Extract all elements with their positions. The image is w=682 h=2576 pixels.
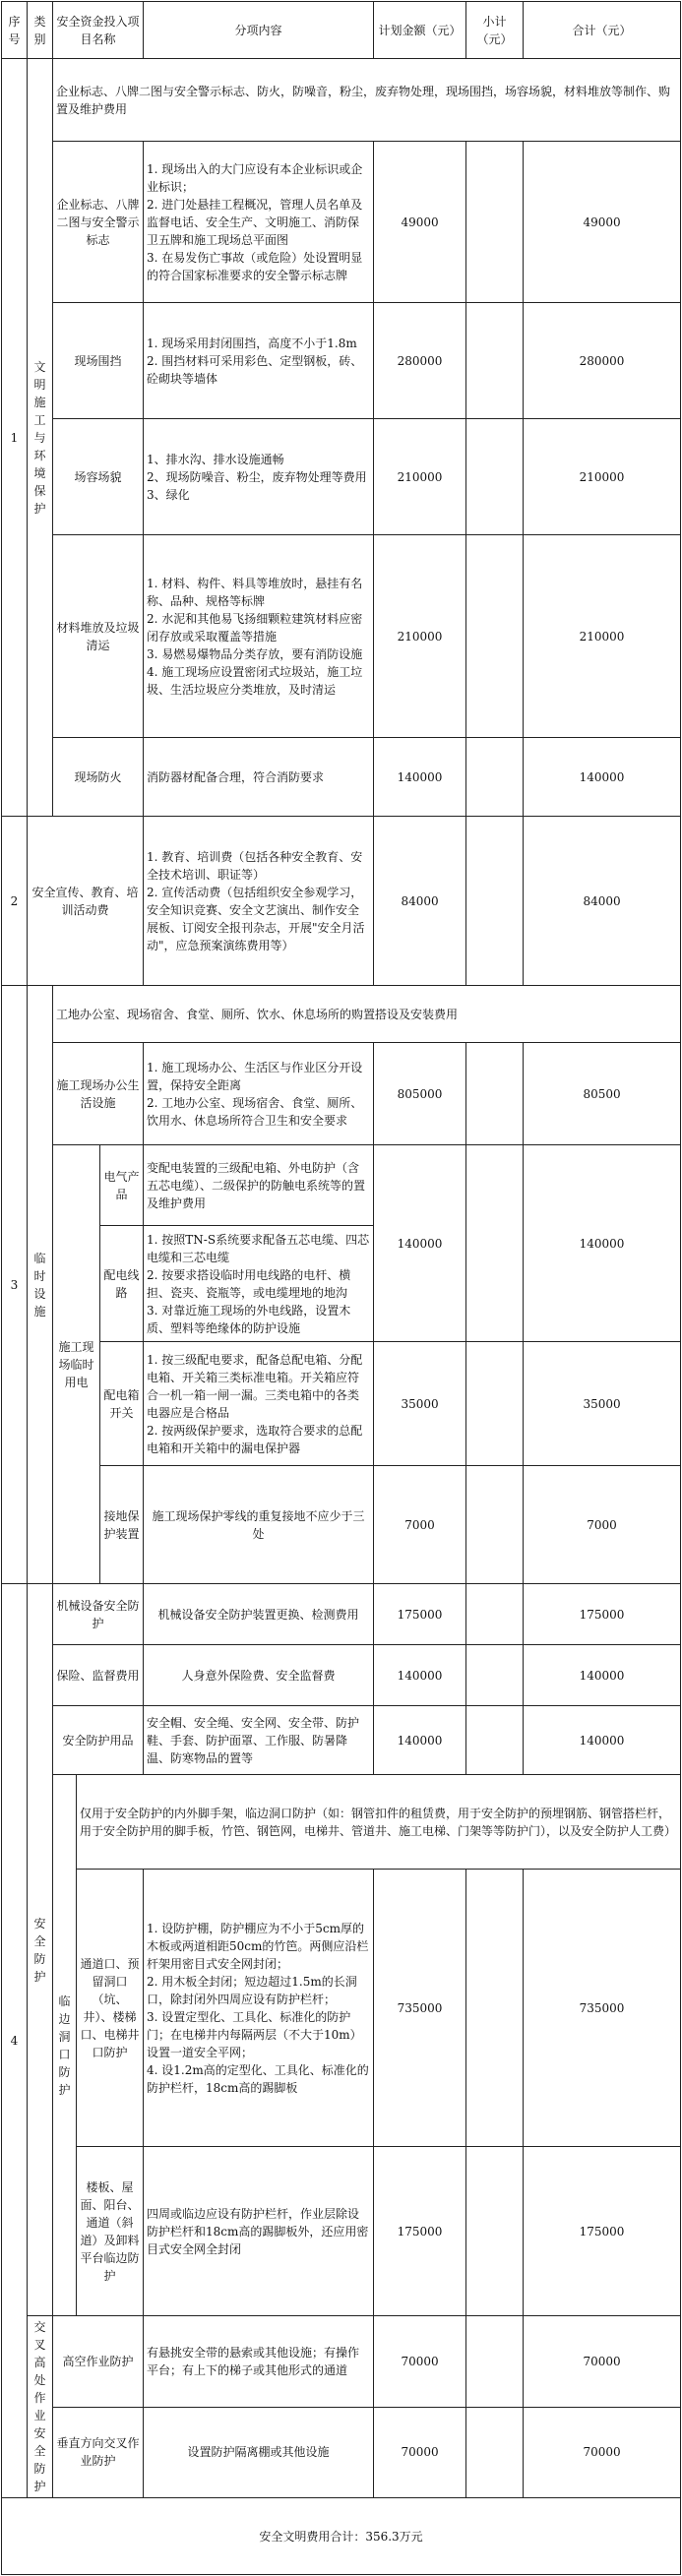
total-amount: 70000	[524, 2316, 681, 2408]
content-line: 变配电装置的三级配电箱、外电防护（含五芯电缆）、二级保护的防触电系统等的置及维护费用	[147, 1160, 366, 1210]
subtotal-amount	[466, 1706, 524, 1775]
plan-amount: 140000	[374, 1706, 466, 1775]
item-name: 场容场貌	[53, 419, 144, 535]
total-amount: 35000	[524, 1342, 681, 1466]
plan-amount: 140000	[374, 1145, 466, 1342]
plan-amount: 175000	[374, 1584, 466, 1645]
group-seq: 1	[2, 59, 28, 817]
header-subtotal: 小计（元）	[466, 2, 524, 59]
total-amount: 175000	[524, 1584, 681, 1645]
item-name: 安全防护用品	[53, 1706, 144, 1775]
grand-total: 安全文明费用合计：356.3万元	[2, 2498, 681, 2575]
table-row	[2, 59, 681, 142]
plan-amount: 805000	[374, 1043, 466, 1145]
content-line: 3. 设置定型化、工具化、标准化的防护门；在电梯井内每隔两层（不大于10m）设置一道安全平网；	[147, 2009, 362, 2059]
content-line: 1. 按照TN-S系统要求配备五芯电缆、四芯电缆和三芯电缆	[147, 1232, 370, 1264]
content-line: 3. 在易发伤亡事故（或危险）处设置明显的符合国家标准要求的安全警示标志牌	[147, 250, 363, 282]
plan-amount: 7000	[374, 1466, 466, 1584]
group-category: 临时设施	[28, 986, 53, 1584]
header-row	[2, 2, 681, 59]
content-line: 1. 施工现场办公、生活区与作业区分开设置，保持安全距离	[147, 1060, 363, 1092]
content-line: 2、现场防噪音、粉尘，废弃物处理等费用	[147, 469, 367, 484]
total-amount: 140000	[524, 1706, 681, 1775]
total-amount: 210000	[524, 419, 681, 535]
header-seq: 序号	[2, 2, 28, 59]
item-content	[144, 1043, 374, 1145]
total-amount: 84000	[524, 817, 681, 986]
total-amount: 140000	[524, 738, 681, 817]
content-line: 机械设备安全防护装置更换、检测费用	[157, 1607, 359, 1622]
subtotal-amount	[466, 1466, 524, 1584]
content-line: 有悬挑安全带的悬索或其他设施；有操作平台；有上下的梯子或其他形式的通道	[147, 2345, 360, 2377]
total-amount: 280000	[524, 303, 681, 419]
total-amount: 175000	[524, 2147, 681, 2316]
group-category: 安全防护	[28, 1584, 53, 2316]
content-line: 1. 材料、构件、料具等堆放时，悬挂有名称、品种、规格等标牌	[147, 576, 363, 608]
content-line: 四周或临边应设有防护栏杆，作业层除设防护栏杆和18cm高的踢脚板外，还应用密目式安全网全封闭	[147, 2206, 369, 2256]
item-name: 保险、监督费用	[53, 1645, 144, 1706]
group-intro: 工地办公室、现场宿舍、食堂、厕所、饮水、休息场所的购置搭设及安装费用	[53, 986, 681, 1043]
subtotal-amount	[466, 1645, 524, 1706]
table-row	[2, 303, 681, 419]
item-name: 垂直方向交叉作业防护	[53, 2407, 144, 2498]
table-row	[2, 142, 681, 303]
item-name: 通道口、预留洞口（坑、井）、楼梯口、电梯井口防护	[77, 1870, 144, 2147]
footer-row	[2, 2498, 681, 2575]
plan-amount: 140000	[374, 738, 466, 817]
plan-amount: 735000	[374, 1870, 466, 2147]
table-row	[2, 1466, 681, 1584]
content-line: 1. 现场采用封闭围挡，高度不小于1.8m	[147, 336, 357, 350]
table-row	[2, 1775, 681, 1870]
content-line: 1. 现场出入的大门应设有本企业标识或企业标识；	[147, 161, 363, 194]
content-line: 4. 施工现场应设置密闭式垃圾站，施工垃圾、生活垃圾应分类堆放，及时清运	[147, 664, 363, 697]
subtotal-amount	[466, 535, 524, 738]
subtotal-amount	[466, 1342, 524, 1466]
plan-amount: 210000	[374, 535, 466, 738]
table-row	[2, 986, 681, 1043]
group-seq: 2	[2, 817, 28, 986]
table-row	[2, 1145, 681, 1226]
item-name: 接地保护装置	[100, 1466, 144, 1584]
table-row	[2, 738, 681, 817]
plan-amount: 49000	[374, 142, 466, 303]
plan-amount: 84000	[374, 817, 466, 986]
subtotal-amount	[466, 817, 524, 986]
item-content	[144, 1466, 374, 1584]
item-name: 材料堆放及垃圾清运	[53, 535, 144, 738]
item-name: 现场围挡	[53, 303, 144, 419]
content-line: 4. 设1.2m高的定型化、工具化、标准化的防护栏杆，18cm高的踢脚板	[147, 2062, 369, 2095]
item-name: 机械设备安全防护	[53, 1584, 144, 1645]
item-name: 施工现场办公生活设施	[53, 1043, 144, 1145]
header-item: 安全资金投入项目名称	[53, 2, 144, 59]
header-content: 分项内容	[144, 2, 374, 59]
group-intro: 企业标志、八牌二图与安全警示标志、防火，防噪音，粉尘，废弃物处理，现场围挡，场容场貌，材料堆放等制作、购置及维护费用	[53, 59, 681, 142]
sub-group-name: 交叉高处作业安全防护	[28, 2316, 53, 2498]
content-line: 2. 围挡材料可采用彩色、定型钢板，砖、砼砌块等墙体	[147, 353, 363, 386]
subtotal-amount	[466, 2147, 524, 2316]
table-row	[2, 2316, 681, 2408]
content-line: 1. 设防护棚，防护棚应为不小于5cm厚的木板或两道相距50cm的竹笆。两侧应沿栏杆架用密目式安全网封闭；	[147, 1921, 369, 1971]
total-amount: 80500	[524, 1043, 681, 1145]
plan-amount: 70000	[374, 2316, 466, 2408]
item-content	[144, 2147, 374, 2316]
content-line: 1. 按三级配电要求，配备总配电箱、分配电箱、开关箱三类标准电箱。开关箱应符合一机一箱一闸一漏。三类电箱中的各类电器应是合格品	[147, 1352, 363, 1420]
item-content	[144, 1342, 374, 1466]
content-line: 3、绿化	[147, 487, 190, 502]
item-name: 现场防火	[53, 738, 144, 817]
table-row	[2, 1870, 681, 2147]
content-line: 1、排水沟、排水设施通畅	[147, 452, 284, 466]
item-name: 电气产品	[100, 1145, 144, 1226]
table-row	[2, 535, 681, 738]
item-name: 配电箱开关	[100, 1342, 144, 1466]
header-plan: 计划金额（元）	[374, 2, 466, 59]
header-category: 类别	[28, 2, 53, 59]
plan-amount: 175000	[374, 2147, 466, 2316]
group-category: 安全宣传、教育、培训活动费	[28, 817, 144, 986]
subtotal-amount	[466, 1584, 524, 1645]
plan-amount: 70000	[374, 2407, 466, 2498]
group-seq: 4	[2, 1584, 28, 2498]
content-line: 人身意外保险费、安全监督费	[181, 1668, 336, 1683]
sub-group-name: 施工现场临时用电	[53, 1145, 100, 1584]
table-row	[2, 419, 681, 535]
item-content	[144, 1706, 374, 1775]
table-row	[2, 2147, 681, 2316]
plan-amount: 210000	[374, 419, 466, 535]
subtotal-amount	[466, 2316, 524, 2408]
item-content	[144, 142, 374, 303]
content-line: 2. 用木板全封闭；短边超过1.5m的长洞口，除封闭外四周应设有防护栏杆；	[147, 1974, 357, 2006]
content-line: 消防器材配备合理，符合消防要求	[147, 769, 325, 784]
table-row	[2, 817, 681, 986]
item-content	[144, 817, 374, 986]
content-line: 2. 宣传活动费（包括组织安全参观学习，安全知识竞赛、安全文艺演出、制作安全展板、订阅安全报刊杂志，开展"安全月活动"，应急预案演练费用等）	[147, 885, 365, 952]
item-content	[144, 1870, 374, 2147]
total-amount: 7000	[524, 1466, 681, 1584]
subtotal-amount	[466, 303, 524, 419]
item-content	[144, 738, 374, 817]
group-category: 文明施工与环境保护	[28, 59, 53, 817]
total-amount: 210000	[524, 535, 681, 738]
total-amount: 70000	[524, 2407, 681, 2498]
sub-group-name: 临边洞口防护	[53, 1775, 77, 2316]
table-row	[2, 1043, 681, 1145]
subtotal-amount	[466, 142, 524, 303]
item-content	[144, 2407, 374, 2498]
item-content	[144, 535, 374, 738]
total-amount: 49000	[524, 142, 681, 303]
content-line: 安全帽、安全绳、安全网、安全带、防护鞋、手套、防护面罩、工作服、防暑降温、防寒物品的置等	[147, 1715, 360, 1765]
plan-amount: 35000	[374, 1342, 466, 1466]
content-line: 2. 水泥和其他易飞扬细颗粒建筑材料应密闭存放或采取覆盖等措施	[147, 611, 363, 644]
content-line: 2. 进门处悬挂工程概况，管理人员名单及监督电话、安全生产、文明施工、消防保卫五牌和施工现场总平面图	[147, 197, 363, 247]
item-name: 高空作业防护	[53, 2316, 144, 2408]
subtotal-amount	[466, 1145, 524, 1342]
content-line: 2. 工地办公室、现场宿舍、食堂、厕所、饮用水、休息场所符合卫生和安全要求	[147, 1095, 363, 1128]
content-line: 3. 易燃易爆物品分类存放，要有消防设施	[147, 646, 363, 661]
item-content	[144, 1584, 374, 1645]
table-row	[2, 1706, 681, 1775]
content-line: 2. 按两级保护要求，选取符合要求的总配电箱和开关箱中的漏电保护器	[147, 1423, 363, 1455]
total-amount: 735000	[524, 1870, 681, 2147]
item-content	[144, 303, 374, 419]
table-row	[2, 2407, 681, 2498]
subtotal-amount	[466, 419, 524, 535]
table-row	[2, 1645, 681, 1706]
item-content	[144, 1145, 374, 1226]
total-amount: 140000	[524, 1645, 681, 1706]
content-line: 1. 教育、培训费（包括各种安全教育、安全技术培训、职证等）	[147, 849, 363, 882]
total-amount: 140000	[524, 1145, 681, 1342]
subtotal-amount	[466, 1043, 524, 1145]
item-name: 企业标志、八牌二图与安全警示标志	[53, 142, 144, 303]
content-line: 3. 对靠近施工现场的外电线路，设置木质、塑料等绝缘体的防护设施	[147, 1303, 351, 1335]
plan-amount: 280000	[374, 303, 466, 419]
item-content	[144, 419, 374, 535]
subtotal-amount	[466, 738, 524, 817]
table-row	[2, 1584, 681, 1645]
group-seq: 3	[2, 986, 28, 1584]
group-intro: 仅用于安全防护的内外脚手架，临边洞口防护（如：钢管扣件的租赁费，用于安全防护的预埋钢筋、钢管搭栏杆，用于安全防护用的脚手板，竹笆、钢笆网，电梯井、管道井、施工电梯、门架等等防护门），以及安全防护人工费）	[77, 1775, 681, 1870]
content-line: 2. 按要求搭设临时用电线路的电杆、横担、瓷夹、瓷瓶等，或电缆埋地的地沟	[147, 1267, 351, 1300]
header-total: 合计（元）	[524, 2, 681, 59]
content-line: 设置防护隔离棚或其他设施	[187, 2445, 330, 2460]
subtotal-amount	[466, 2407, 524, 2498]
item-name: 配电线路	[100, 1226, 144, 1342]
item-content	[144, 1226, 374, 1342]
item-name: 楼板、屋面、阳台、通道（斜道）及卸料平台临边防护	[77, 2147, 144, 2316]
content-line: 施工现场保护零线的重复接地不应少于三处	[152, 1508, 365, 1541]
item-content	[144, 2316, 374, 2408]
item-content	[144, 1645, 374, 1706]
table-row	[2, 1342, 681, 1466]
plan-amount: 140000	[374, 1645, 466, 1706]
subtotal-amount	[466, 1870, 524, 2147]
safety-fund-table	[1, 1, 681, 2575]
